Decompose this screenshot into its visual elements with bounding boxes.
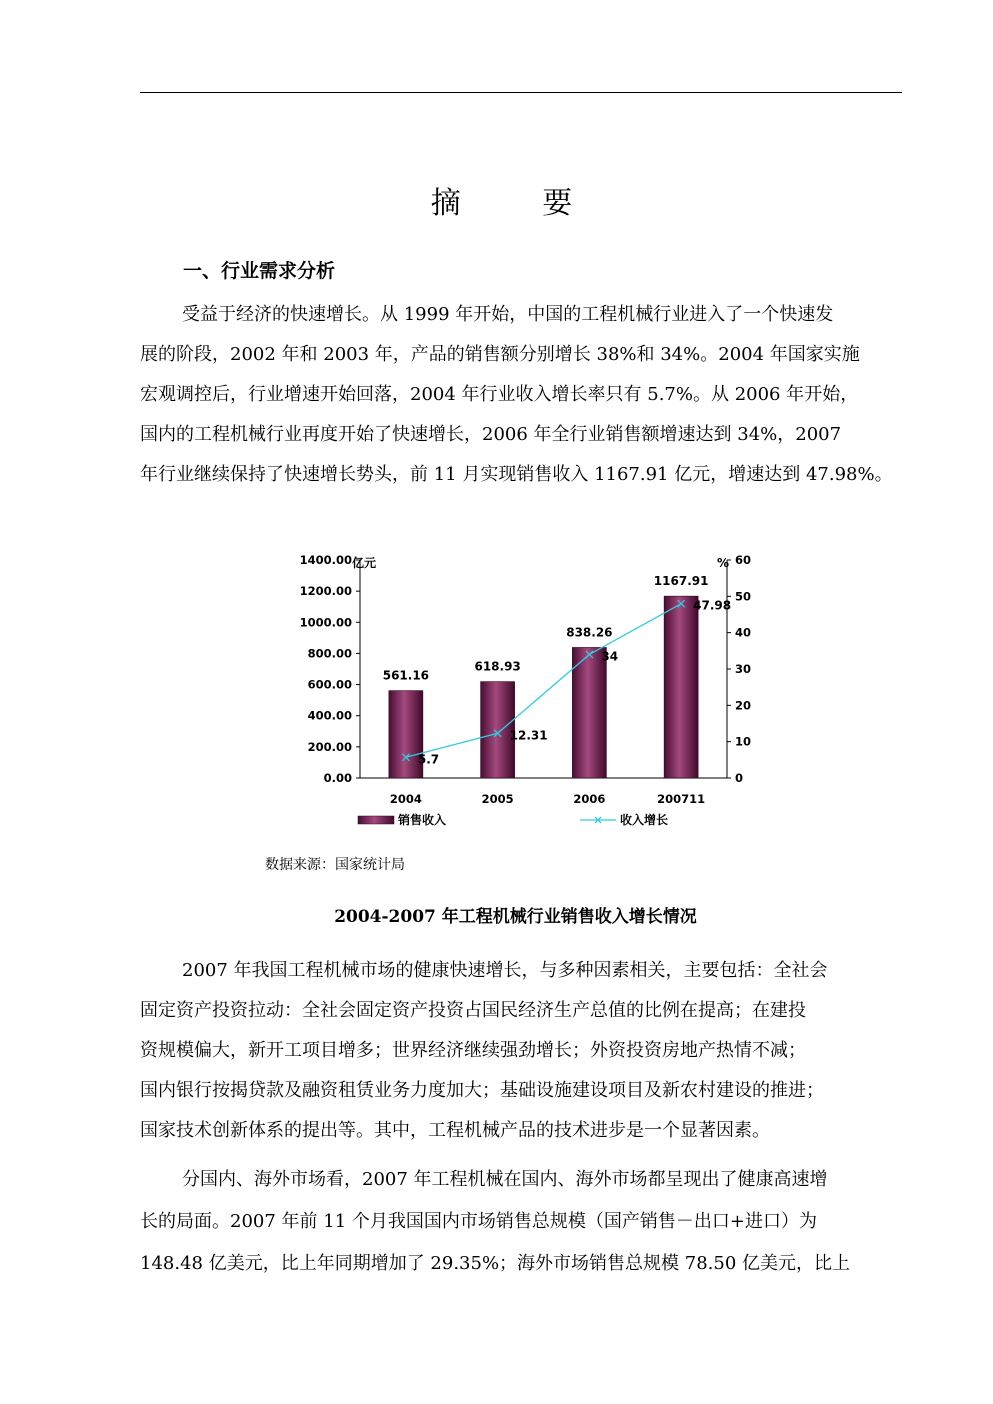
y2-tick-label: 30	[735, 662, 752, 676]
paragraph-line: 资规模偏大，新开工项目增多；世界经济继续强劲增长；外资投资房地产热情不减；	[140, 1040, 806, 1061]
legend-label-bar: 销售收入	[398, 813, 447, 827]
line-data-label: 34	[601, 649, 619, 664]
bar-data-label: 618.93	[474, 659, 521, 674]
legend-swatch-bar	[358, 816, 394, 824]
y2-tick-label: 0	[735, 771, 744, 785]
x-tick-label: 200711	[657, 792, 706, 806]
paragraph-line: 展的阶段，2002 年和 2003 年，产品的销售额分别增长 38%和 34%。2004 年国家实施	[140, 344, 860, 365]
bar-data-label: 561.16	[382, 668, 430, 683]
line-data-label: 5.7	[417, 752, 440, 767]
paragraph-line: 受益于经济的快速增长。从 1999 年开始，中国的工程机械行业进入了一个快速发	[182, 304, 834, 325]
legend-label-line: 收入增长	[620, 813, 669, 827]
y-tick-label: 1000.00	[299, 615, 352, 630]
x-tick-label: 2006	[573, 792, 606, 806]
y-tick-label: 200.00	[307, 739, 352, 754]
header-rule	[140, 92, 902, 93]
page-title: 摘 要	[430, 186, 609, 221]
line-data-label: 47.98	[693, 598, 732, 613]
y2-tick-label: 40	[735, 625, 752, 640]
y-tick-label: 800.00	[307, 646, 352, 661]
y-tick-label: 1400.00	[299, 553, 352, 567]
y2-tick-label: 50	[735, 589, 752, 604]
y-tick-label: 600.00	[307, 677, 352, 692]
figure-caption: 2004-2007 年工程机械行业销售收入增长情况	[334, 907, 697, 927]
y-tick-label: 1200.00	[299, 584, 352, 599]
section-heading: 一、行业需求分析	[183, 260, 336, 282]
y2-tick-label: 20	[735, 698, 752, 713]
paragraph-line: 固定资产投资拉动：全社会固定资产投资占国民经济生产总值的比例在提高；在建投	[140, 1000, 806, 1021]
paragraph-line: 2007 年我国工程机械市场的健康快速增长，与多种因素相关，主要包括：全社会	[182, 960, 828, 981]
x-tick-label: 2005	[481, 792, 514, 806]
y2-axis-label: %	[717, 556, 730, 570]
bar-data-label: 1167.91	[653, 574, 709, 589]
bar	[572, 647, 606, 778]
bar	[664, 596, 698, 778]
paragraph-line: 148.48 亿美元，比上年同期增加了 29.35%；海外市场销售总规模 78.50 亿美元，比上	[140, 1253, 851, 1274]
paragraph-line: 国家技术创新体系的提出等。其中，工程机械产品的技术进步是一个显著因素。	[140, 1120, 770, 1141]
paragraph-line: 年行业继续保持了快速增长势头，前 11 月实现销售收入 1167.91 亿元，增速达到 47.98%。	[140, 464, 893, 485]
y-tick-label: 400.00	[307, 708, 352, 723]
bar-data-label: 838.26	[566, 625, 613, 640]
paragraph-line: 分国内、海外市场看，2007 年工程机械在国内、海外市场都呈现出了健康高速增	[182, 1169, 828, 1190]
paragraph-3	[140, 1159, 900, 1285]
y2-tick-label: 60	[735, 553, 752, 567]
y2-tick-label: 10	[735, 734, 752, 749]
y-tick-label: 0.00	[323, 771, 352, 785]
paragraph-line: 国内银行按揭贷款及融资租赁业务力度加大；基础设施建设项目及新农村建设的推进；	[140, 1080, 824, 1101]
source-note: 数据来源：国家统计局	[265, 857, 405, 873]
y-axis-label: 亿元	[352, 556, 377, 570]
line-data-label: 12.31	[509, 728, 548, 743]
paragraph-1	[140, 295, 900, 495]
paragraph-line: 宏观调控后，行业增速开始回落，2004 年行业收入增长率只有 5.7%。从 2006 年开始，	[140, 384, 859, 405]
x-tick-label: 2004	[389, 792, 422, 806]
revenue-growth-chart	[290, 548, 760, 838]
paragraph-2	[140, 951, 900, 1151]
paragraph-line: 国内的工程机械行业再度开始了快速增长，2006 年全行业销售额增速达到 34%，2007	[140, 424, 842, 445]
paragraph-line: 长的局面。2007 年前 11 个月我国国内市场销售总规模（国产销售－出口+进口）为	[140, 1211, 817, 1232]
